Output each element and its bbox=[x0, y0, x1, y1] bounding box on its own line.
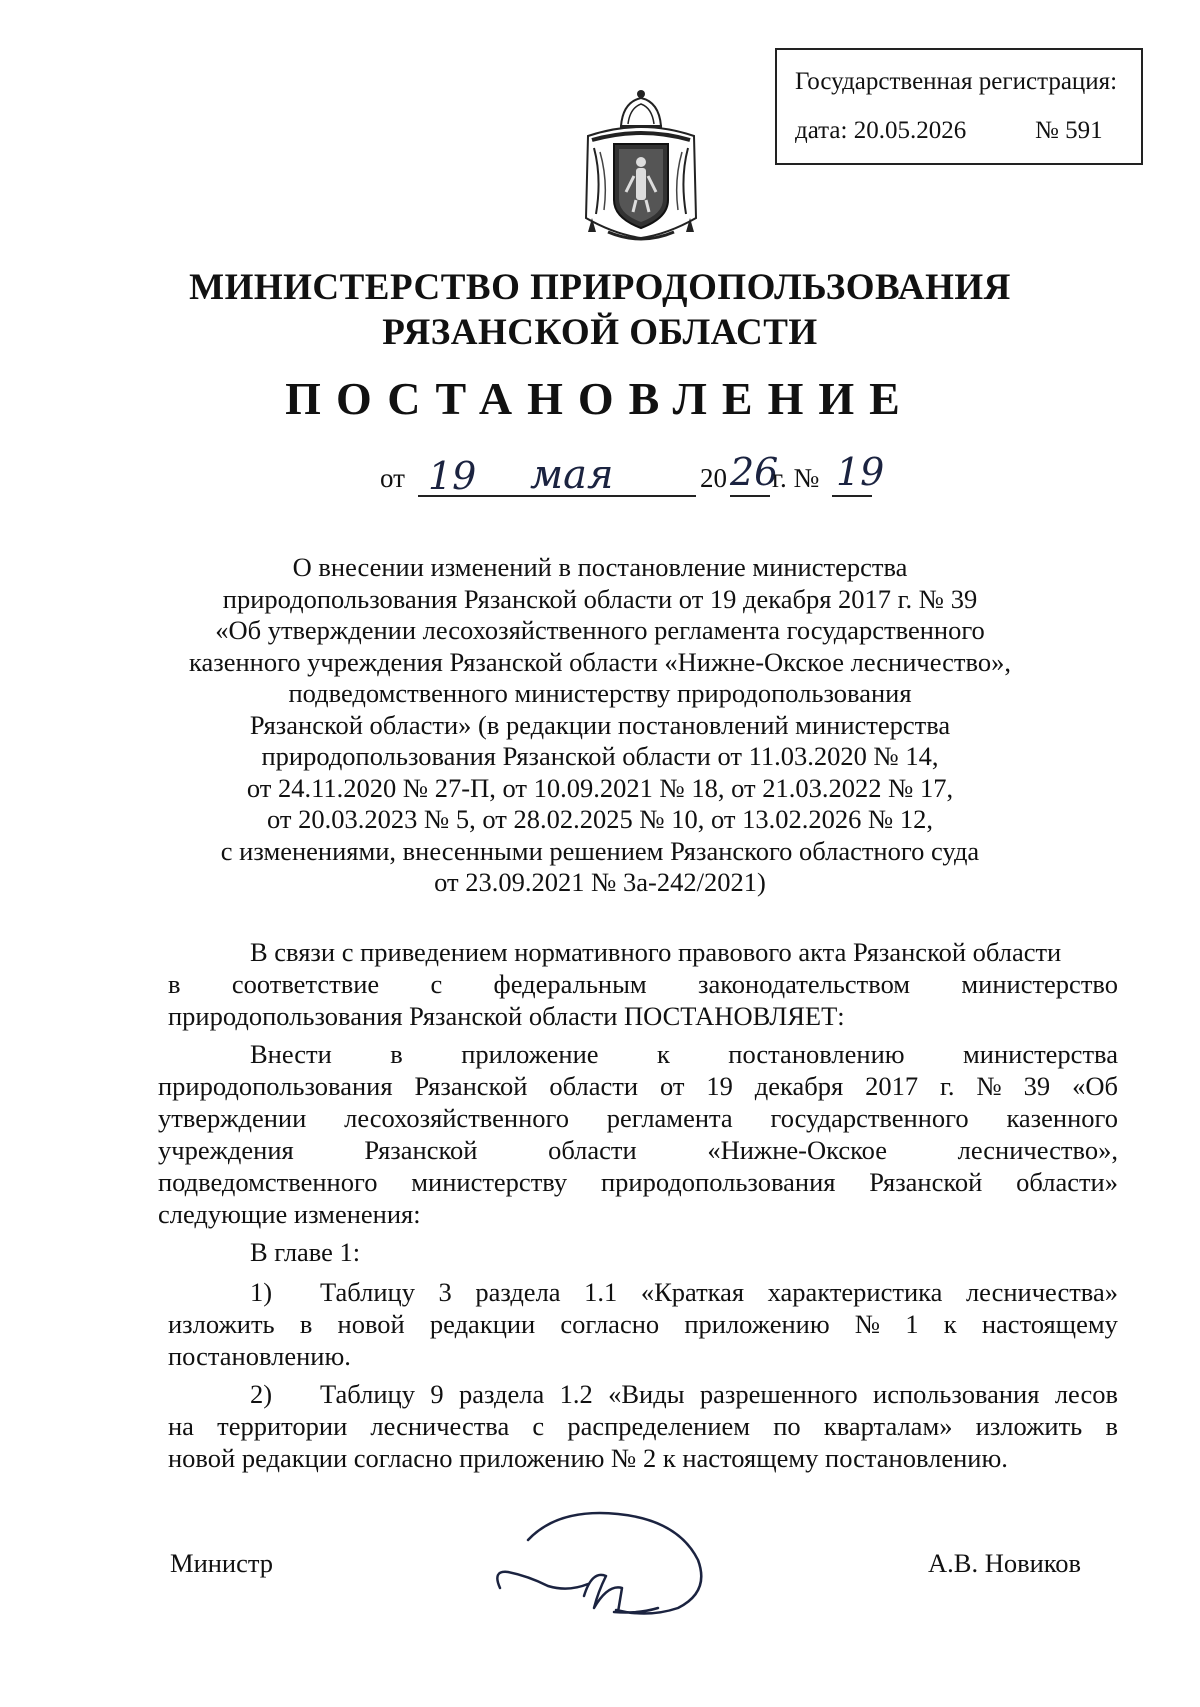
title-line: от 23.09.2021 № 3а-242/2021) bbox=[434, 867, 766, 897]
title-line: О внесении изменений в постановление министерства bbox=[292, 552, 908, 582]
body-word: подведомственного bbox=[158, 1167, 378, 1197]
body-word: в bbox=[390, 1039, 403, 1069]
body-word: «Нижне-Окское bbox=[707, 1135, 887, 1165]
body-word: Таблицу bbox=[320, 1277, 415, 1307]
body-word: № bbox=[854, 1309, 881, 1339]
title-line: Рязанской области» (в редакции постановлений министерства bbox=[249, 709, 951, 740]
body-word: области bbox=[549, 1071, 639, 1101]
body-word: редакции bbox=[429, 1309, 536, 1339]
body-word: по bbox=[773, 1411, 801, 1441]
body-word: территории bbox=[217, 1411, 348, 1441]
body-word: приложение bbox=[461, 1039, 599, 1069]
registration-date-line bbox=[795, 117, 1103, 145]
year-prefix: 20 bbox=[700, 463, 727, 493]
body-word: регламента bbox=[606, 1103, 733, 1133]
body-word: «Краткая bbox=[640, 1277, 745, 1307]
handwritten-year: 26 bbox=[730, 450, 779, 494]
registration-number: № 591 bbox=[1035, 117, 1103, 144]
body-word: настоящему bbox=[981, 1309, 1118, 1339]
body-word: Таблицу bbox=[320, 1379, 415, 1409]
handwritten-month: мая bbox=[530, 452, 614, 498]
body-word: изложить bbox=[975, 1411, 1083, 1441]
doc-type-heading: ПОСТАНОВЛЕНИЕ bbox=[285, 373, 915, 424]
title-line: от 20.03.2023 № 5, от 28.02.2025 № 10, от 13.02.2026 № 12, bbox=[266, 804, 934, 834]
body-word: декабря bbox=[754, 1071, 844, 1101]
body-word: казенного bbox=[1006, 1103, 1118, 1133]
body-word: Рязанской bbox=[414, 1071, 528, 1101]
body-word: области bbox=[548, 1135, 637, 1165]
body-word: лесохозяйственного bbox=[344, 1103, 569, 1133]
body-word: природопользования bbox=[158, 1071, 393, 1101]
title-line: с изменениями, внесенными решением Рязанского областного суда bbox=[220, 835, 980, 866]
date-prefix: от bbox=[380, 463, 405, 493]
body-word: раздела bbox=[475, 1277, 561, 1307]
body-word: «Виды bbox=[608, 1379, 685, 1409]
body-word: соответствие bbox=[231, 969, 380, 999]
body-line-justified bbox=[320, 1378, 1118, 1410]
body-word: разрешенного bbox=[699, 1379, 858, 1409]
body-word: лесничество», bbox=[957, 1135, 1118, 1165]
body-word: 3 bbox=[438, 1277, 452, 1307]
item-number: 1) bbox=[250, 1277, 273, 1307]
body-word: на bbox=[168, 1411, 194, 1441]
body-word: 9 bbox=[430, 1379, 444, 1409]
body-word: распределением bbox=[567, 1411, 751, 1441]
body-word: лесничества bbox=[370, 1411, 510, 1441]
body-word: министерству bbox=[411, 1167, 568, 1197]
body-word: утверждении bbox=[158, 1103, 307, 1133]
body-word: Рязанской bbox=[869, 1167, 983, 1197]
body-word: от bbox=[659, 1071, 685, 1101]
body-line-justified bbox=[168, 1410, 1118, 1442]
chapter-line: В главе 1: bbox=[250, 1237, 361, 1267]
signer-position: Министр bbox=[170, 1548, 274, 1578]
handwritten-signature bbox=[488, 1500, 728, 1620]
title-line: природопользования Рязанской области от 19 декабря 2017 г. № 39 bbox=[222, 583, 978, 614]
body-word: в bbox=[299, 1309, 313, 1339]
year-underline bbox=[730, 495, 770, 497]
body-word: лесничества» bbox=[965, 1277, 1118, 1307]
body-word: государственного bbox=[770, 1103, 969, 1133]
body-word: министерство bbox=[961, 969, 1118, 999]
registration-box bbox=[775, 48, 1143, 165]
body-word: 1.2 bbox=[559, 1379, 593, 1409]
body-word: области» bbox=[1016, 1167, 1118, 1197]
registration-date: дата: 20.05.2026 bbox=[795, 117, 967, 144]
document-title bbox=[150, 552, 1050, 899]
body-line-justified bbox=[158, 1070, 1118, 1102]
body-word: 19 bbox=[706, 1071, 733, 1101]
body-word: учреждения bbox=[158, 1135, 294, 1165]
body-word: к bbox=[943, 1309, 957, 1339]
title-line: от 24.11.2020 № 27-П, от 10.09.2021 № 18, от 21.03.2022 № 17, bbox=[246, 772, 954, 803]
body-word: лесов bbox=[1054, 1379, 1118, 1409]
body-word: Рязанской bbox=[364, 1135, 478, 1165]
body-line-justified bbox=[158, 1134, 1118, 1166]
handwritten-number: 19 bbox=[836, 450, 885, 494]
body-line: В связи с приведением нормативного правового акта Рязанской области bbox=[250, 937, 1062, 967]
body-word: министерства bbox=[963, 1039, 1118, 1069]
date-number-line bbox=[380, 448, 940, 508]
body-word: «Об bbox=[1072, 1071, 1118, 1101]
title-line: «Об утверждении лесохозяйственного регламента государственного bbox=[215, 615, 985, 645]
body-word: 1 bbox=[905, 1309, 919, 1339]
body-word: 39 bbox=[1023, 1071, 1051, 1101]
body-word: с bbox=[430, 969, 443, 999]
body-line: природопользования Рязанской области ПОСТАНОВЛЯЕТ: bbox=[168, 1001, 845, 1031]
number-underline bbox=[832, 495, 872, 497]
body-line: новой редакции согласно приложению № 2 к настоящему постановлению. bbox=[168, 1443, 1008, 1473]
body-word: в bbox=[1105, 1411, 1118, 1441]
body-word: г. bbox=[940, 1071, 955, 1101]
body-line-justified bbox=[250, 1038, 1118, 1070]
title-line: подведомственного министерству природопользования bbox=[288, 678, 912, 708]
body-word: Внести bbox=[250, 1039, 332, 1069]
org-name-line-1: МИНИСТЕРСТВО ПРИРОДОПОЛЬЗОВАНИЯ bbox=[189, 267, 1011, 308]
body-word: характеристика bbox=[767, 1277, 943, 1307]
body-line-justified bbox=[168, 968, 1118, 1000]
title-line: природопользования Рязанской области от 11.03.2020 № 14, bbox=[261, 741, 939, 771]
body-word: с bbox=[532, 1411, 545, 1441]
org-name-line-2: РЯЗАНСКОЙ ОБЛАСТИ bbox=[382, 312, 818, 353]
body-word: использования bbox=[873, 1379, 1040, 1409]
body-word: законодательством bbox=[698, 969, 911, 999]
number-label: г. № bbox=[772, 463, 820, 493]
body-word: согласно bbox=[560, 1309, 660, 1339]
body-word: федеральным bbox=[493, 969, 647, 999]
ryazan-coat-of-arms-icon bbox=[578, 88, 704, 248]
body-word: постановлению bbox=[728, 1039, 905, 1069]
body-line-justified bbox=[320, 1276, 1118, 1308]
body-word: раздела bbox=[458, 1379, 545, 1409]
body-line-justified bbox=[158, 1102, 1118, 1134]
body-line-justified bbox=[168, 1308, 1118, 1340]
body-line: следующие изменения: bbox=[158, 1199, 421, 1229]
body-word: 2017 bbox=[865, 1071, 919, 1101]
body-word: приложению bbox=[684, 1309, 830, 1339]
body-word: изложить bbox=[168, 1309, 275, 1339]
title-line: казенного учреждения Рязанской области «Нижне-Окское лесничество», bbox=[189, 646, 1011, 677]
body-word: новой bbox=[337, 1309, 405, 1339]
body-word: в bbox=[168, 969, 181, 999]
body-word: № bbox=[976, 1071, 1002, 1101]
body-word: к bbox=[656, 1039, 670, 1069]
registration-label: Государственная регистрация: bbox=[795, 68, 1118, 95]
body-line: постановлению. bbox=[168, 1341, 351, 1371]
body-line-justified bbox=[158, 1166, 1118, 1198]
body-word: природопользования bbox=[600, 1167, 836, 1197]
handwritten-day: 19 bbox=[428, 454, 477, 498]
body-word: кварталам» bbox=[823, 1411, 953, 1441]
item-number: 2) bbox=[250, 1379, 273, 1409]
body-word: 1.1 bbox=[584, 1277, 618, 1307]
signer-name: А.В. Новиков bbox=[928, 1548, 1082, 1578]
